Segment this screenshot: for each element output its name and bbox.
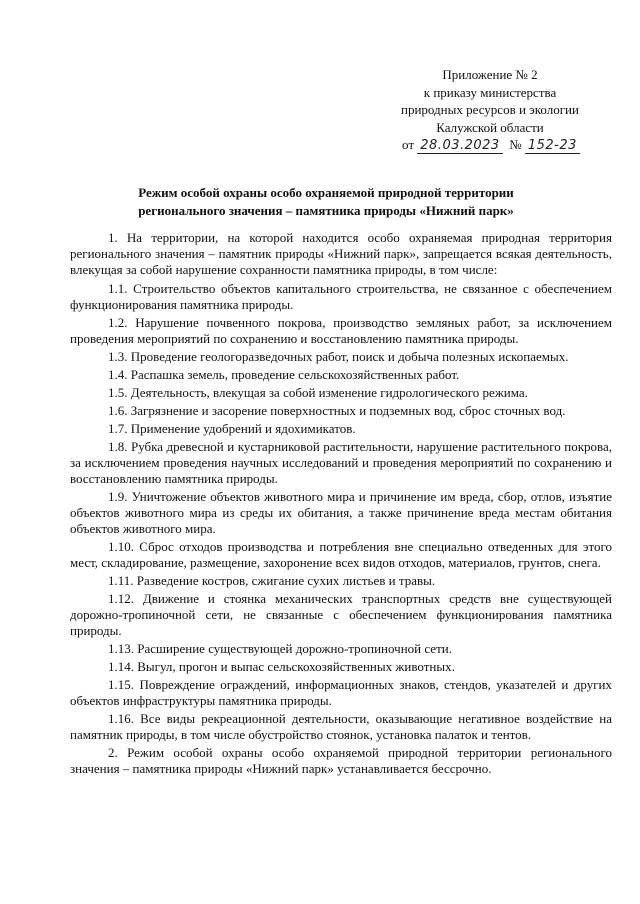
paragraph-1-13: 1.13. Расширение существующей дорожно-тропиночной сети. bbox=[108, 641, 452, 656]
from-label: от bbox=[402, 137, 415, 152]
document-header bbox=[380, 66, 600, 155]
paragraph-1-11: 1.11. Разведение костров, сжигание сухих листьев и травы. bbox=[108, 573, 436, 588]
paragraph-1-9: 1.9. Уничтожение объектов животного мира и причинение им вреда, сбор, отлов, изъятие объектов животного мира из среды их обитания, а также причинение вреда местам обитания объектов животного мира. bbox=[70, 489, 612, 536]
number-label: № bbox=[509, 137, 522, 152]
order-number: 152-23 bbox=[525, 138, 580, 154]
paragraph-1-6: 1.6. Загрязнение и засорение поверхностных и подземных вод, сброс сточных вод. bbox=[108, 403, 566, 418]
paragraph-1: 1. На территории, на которой находится особо охраняемая природная территория регионального значения – памятник природы «Нижний парк», запрещается всякая деятельность, влекущая за собой нарушение сохранности памятника природы, в том числе: bbox=[70, 230, 612, 277]
paragraph-1-3: 1.3. Проведение геологоразведочных работ, поиск и добыча полезных ископаемых. bbox=[108, 349, 569, 364]
order-reference: к приказу министерства bbox=[423, 84, 557, 100]
appendix-label: Приложение № 2 bbox=[442, 67, 538, 82]
paragraph-1-1: 1.1. Строительство объектов капитального строительства, не связанное с обеспечением функционирования памятника природы. bbox=[70, 281, 612, 312]
paragraph-1-12: 1.12. Движение и стоянка механических транспортных средств вне существующей дорожно-тропиночной сети, не связанные с обеспечением функционирования памятника природы. bbox=[70, 591, 612, 638]
paragraph-2: 2. Режим особой охраны особо охраняемой природной территории регионального значения – памятника природы «Нижний парк» устанавливается бессрочно. bbox=[70, 745, 612, 776]
paragraph-1-14: 1.14. Выгул, прогон и выпас сельскохозяйственных животных. bbox=[108, 659, 455, 674]
region-name: Калужской области bbox=[436, 119, 544, 135]
paragraph-1-5: 1.5. Деятельность, влекущая за собой изменение гидрологического режима. bbox=[108, 385, 528, 400]
date-number-line bbox=[380, 136, 600, 155]
ministry-name: природных ресурсов и экологии bbox=[401, 102, 579, 117]
paragraph-1-10: 1.10. Сброс отходов производства и потребления вне специально отведенных для этого мест, складирование, размещение, захоронение всех видов отходов, материалов, грунтов, снега. bbox=[70, 539, 612, 570]
title-line-1: Режим особой охраны особо охраняемой природной территории bbox=[138, 185, 514, 200]
paragraph-1-4: 1.4. Распашка земель, проведение сельскохозяйственных работ. bbox=[108, 367, 460, 382]
document-body bbox=[70, 230, 612, 779]
paragraph-1-15: 1.15. Повреждение ограждений, информационных знаков, стендов, указателей и других объектов инфраструктуры памятника природы. bbox=[70, 677, 612, 708]
paragraph-1-7: 1.7. Применение удобрений и ядохимикатов. bbox=[108, 421, 356, 436]
order-date: 28.03.2023 bbox=[417, 138, 502, 154]
title-line-2: регионального значения – памятника природы «Нижний парк» bbox=[138, 203, 514, 218]
document-title bbox=[70, 184, 582, 220]
paragraph-1-16: 1.16. Все виды рекреационной деятельности, оказывающие негативное воздействие на памятник природы, в том числе обустройство стоянок, установка палаток и тентов. bbox=[70, 711, 612, 742]
paragraph-1-2: 1.2. Нарушение почвенного покрова, производство земляных работ, за исключением проведения мероприятий по сохранению и восстановлению памятника природы. bbox=[70, 315, 612, 346]
paragraph-1-8: 1.8. Рубка древесной и кустарниковой растительности, нарушение растительного покрова, за исключением проведения научных исследований и проведения мероприятий по сохранению и восстановлению памятника природы. bbox=[70, 439, 612, 486]
